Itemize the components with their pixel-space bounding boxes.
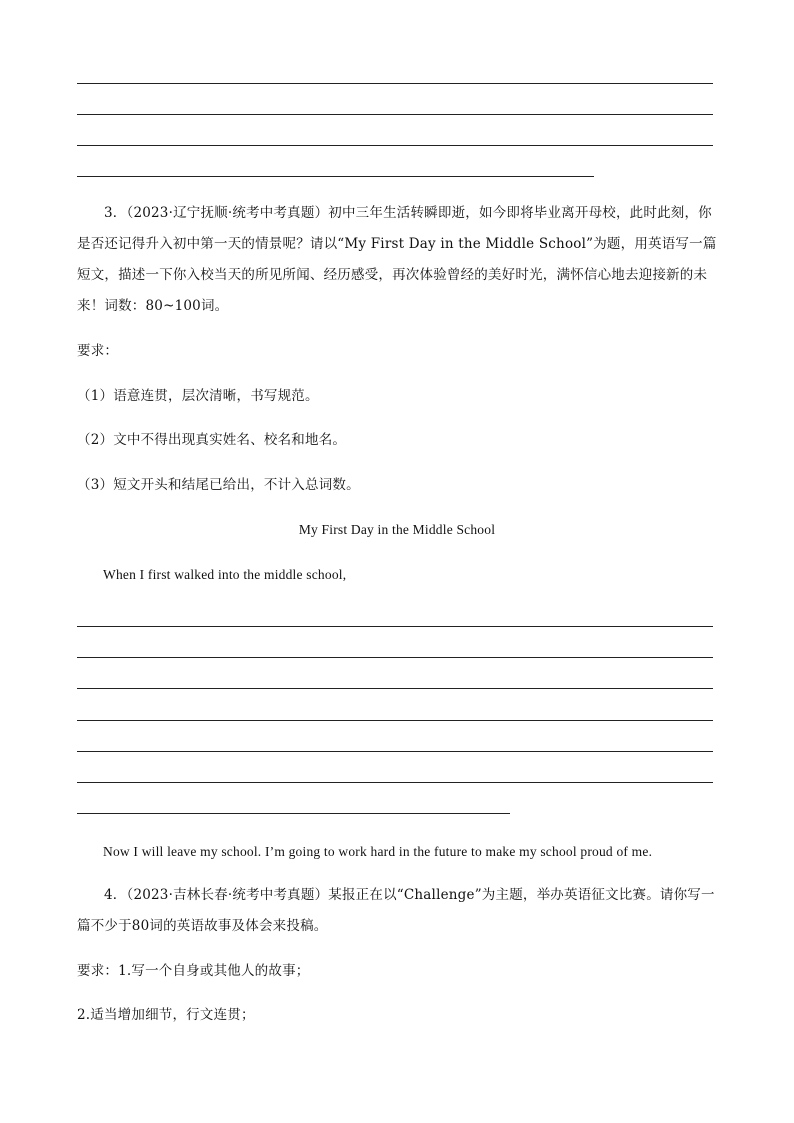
answer-line	[77, 657, 713, 658]
requirement-2: （2）文中不得出现真实姓名、校名和地名。	[77, 432, 347, 448]
requirement-3: （3）短文开头和结尾已给出，不计入总词数。	[77, 477, 360, 493]
question-3-text: 3．（2023·辽宁抚顺·统考中考真题）初中三年生活转瞬即逝，如今即将毕业离开母校，此时此刻，你是否还记得升入初中第一天的情景呢？请以“My First Day in the Middle School”为题，用英语写一篇短文，描述一下你入校当天的所见所闻、经历感受，再次体验曾经的美好时光，满怀信心地去迎接新的未来！词数：80~100词。	[77, 205, 717, 314]
answer-line	[77, 813, 510, 814]
essay-opening: When I first walked into the middle school,	[103, 567, 347, 582]
requirement-1: （1）语意连贯，层次清晰，书写规范。	[77, 388, 319, 404]
requirements-label: 要求：	[77, 343, 119, 359]
question-4-text: 4．（2023·吉林长春·统考中考真题）某报正在以“Challenge”为主题，举办英语征文比赛。请你写一篇不少于80词的英语故事及体会来投稿。	[77, 887, 715, 934]
answer-line	[77, 626, 713, 627]
answer-line	[77, 782, 713, 783]
answer-line	[77, 114, 713, 115]
q4-requirement-1: 要求：1.写一个自身或其他人的故事；	[77, 963, 310, 979]
answer-line	[77, 688, 713, 689]
answer-line	[77, 145, 713, 146]
q4-requirement-2: 2.适当增加细节，行文连贯；	[77, 1007, 255, 1023]
answer-line	[77, 751, 713, 752]
answer-line	[77, 720, 713, 721]
essay-title: My First Day in the Middle School	[298, 522, 496, 537]
answer-line	[77, 176, 594, 177]
answer-line	[77, 83, 713, 84]
essay-closing: Now I will leave my school. I’m going to work hard in the future to make my school proud of me.	[103, 844, 653, 859]
